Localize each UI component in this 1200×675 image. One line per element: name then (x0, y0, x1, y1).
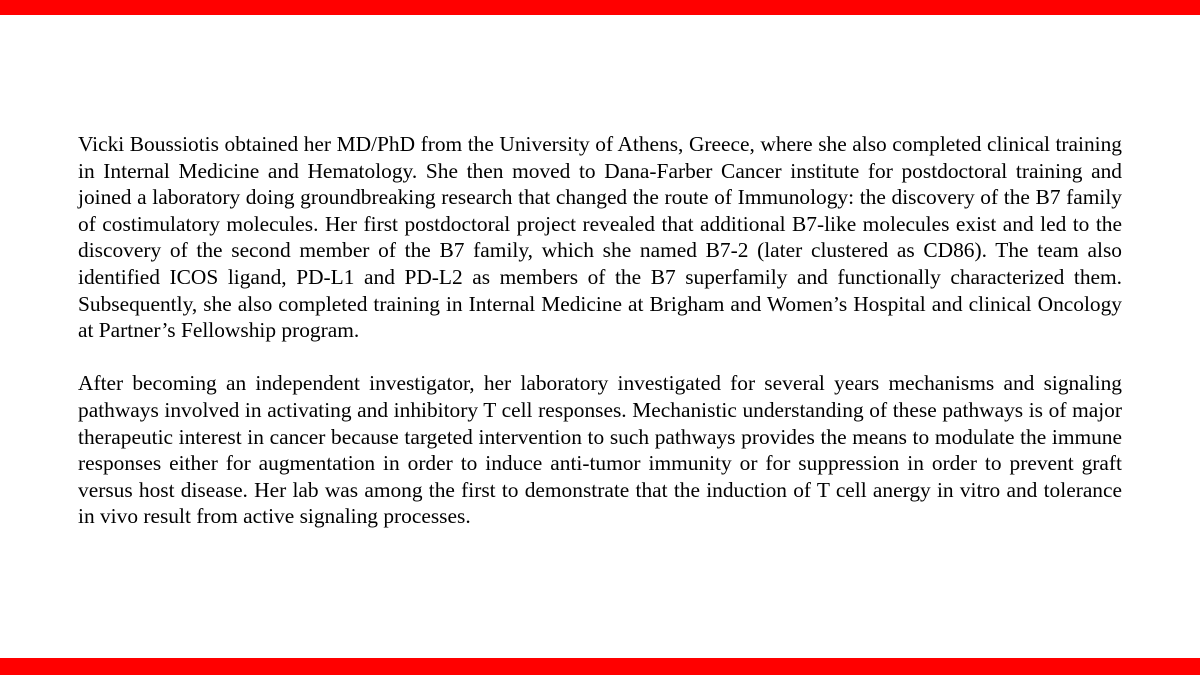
document-body (78, 131, 1122, 530)
paragraph-2: After becoming an independent investigator, her laboratory investigated for several years mechanisms and signaling pathways involved in activating and inhibitory T cell responses. Mechanistic understanding of these pathways is of major therapeutic interest in cancer because targeted intervention to such pathways provides the means to modulate the immune responses either for augmentation in order to induce anti-tumor immunity or for suppression in order to prevent graft versus host disease. Her lab was among the first to demonstrate that the induction of T cell anergy in vitro and tolerance in vivo result from active signaling processes. (78, 371, 1122, 529)
top-accent-bar (0, 0, 1200, 15)
paragraph-1: Vicki Boussiotis obtained her MD/PhD from the University of Athens, Greece, where she also completed clinical training in Internal Medicine and Hematology. She then moved to Dana-Farber Cancer institute for postdoctoral training and joined a laboratory doing groundbreaking research that changed the route of Immunology: the discovery of the B7 family of costimulatory molecules. Her first postdoctoral project revealed that additional B7-like molecules exist and led to the discovery of the second member of the B7 family, which she named B7-2 (later clustered as CD86). The team also identified ICOS ligand, PD-L1 and PD-L2 as members of the B7 superfamily and functionally characterized them. Subsequently, she also completed training in Internal Medicine at Brigham and Women’s Hospital and clinical Oncology at Partner’s Fellowship program. (78, 132, 1122, 343)
bottom-accent-bar (0, 658, 1200, 675)
